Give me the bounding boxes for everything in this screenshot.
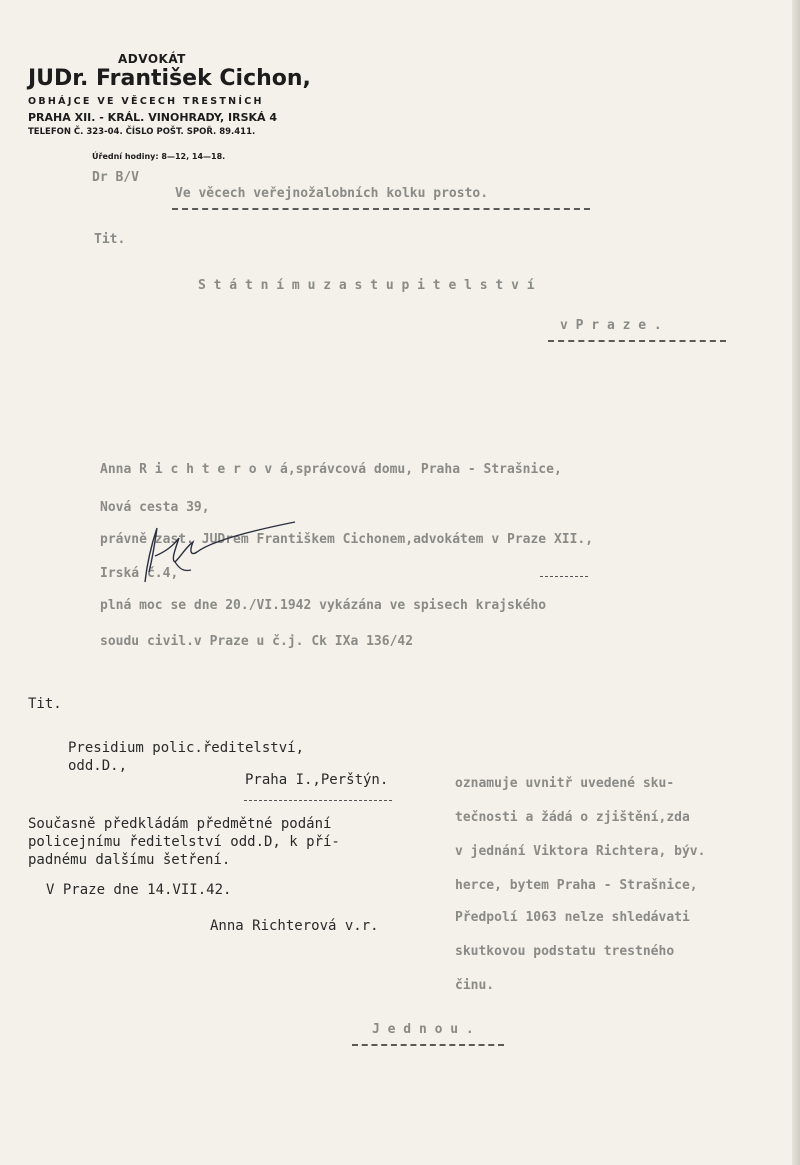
subject-underline — [172, 208, 590, 210]
right-line-2: tečnosti a žádá o zjištění,zda — [455, 810, 690, 825]
addressee-city: v P r a z e . — [560, 318, 662, 333]
recipient-line-1: Presidium polic.ředitelství, — [68, 740, 305, 756]
forward-text-line-1: Současně předkládám předmětné podání — [28, 816, 332, 832]
body-line-5: plná moc se dne 20./VI.1942 vykázána ve spisech krajského — [100, 598, 547, 613]
salutation-second: Tit. — [28, 696, 62, 712]
body-line-2: Nová cesta 39, — [100, 500, 210, 515]
right-line-5: Předpolí 1063 nelze shledávati — [455, 910, 690, 925]
page-edge — [792, 0, 800, 1165]
letterhead-office-hours: Úřední hodiny: 8—12, 14—18. — [92, 152, 226, 161]
forward-date: V Praze dne 14.VII.42. — [46, 882, 232, 898]
letterhead-phone: TELEFON Č. 323-04. ČÍSLO POŠT. SPOŘ. 89.411. — [28, 127, 256, 137]
right-line-7: činu. — [455, 978, 495, 993]
reference-mark: Dr B/V — [92, 170, 139, 185]
recipient-underline — [244, 800, 392, 801]
letterhead-role: ADVOKÁT — [118, 52, 186, 66]
right-line-6: skutkovou podstatu trestného — [455, 944, 675, 959]
salutation-top: Tit. — [94, 232, 126, 247]
body-line-3: právně zast. JUDrem Františkem Cichonem,advokátem v Praze XII., — [100, 532, 594, 547]
forward-signature: Anna Richterová v.r. — [210, 918, 379, 934]
closing-underline — [352, 1044, 504, 1046]
body-line-6: soudu civil.v Praze u č.j. Ck IXa 136/42 — [100, 634, 414, 649]
right-line-3: v jednání Viktora Richtera, býv. — [455, 844, 706, 859]
closing-word: J e d n o u . — [372, 1022, 474, 1037]
forward-text-line-3: padnému dalšímu šetření. — [28, 852, 231, 868]
body-line-1: Anna R i c h t e r o v á,správcová domu, Praha - Strašnice, — [100, 462, 562, 477]
letterhead-name: JUDr. František Cichon, — [28, 66, 311, 91]
forward-text-line-2: policejnímu ředitelství odd.D, k pří- — [28, 834, 340, 850]
right-line-4: herce, bytem Praha - Strašnice, — [455, 878, 698, 893]
recipient-line-2: odd.D., — [68, 758, 128, 774]
subject-line: Ve věcech veřejnožalobních kolku prosto. — [175, 186, 489, 201]
right-line-1: oznamuje uvnitř uvedené sku- — [455, 776, 675, 791]
margin-mark — [540, 576, 588, 577]
addressee-underline — [548, 340, 726, 342]
addressee-office: S t á t n í m u z a s t u p i t e l s t v í — [198, 278, 535, 293]
body-line-4: Irská č.4, — [100, 566, 179, 581]
letterhead-address: PRAHA XII. - KRÁL. VINOHRADY, IRSKÁ 4 — [28, 111, 278, 124]
handwritten-signature — [135, 516, 305, 588]
recipient-line-3: Praha I.,Perštýn. — [245, 772, 389, 788]
letterhead-specialization: OBHÁJCE VE VĚCECH TRESTNÍCH — [28, 96, 264, 107]
